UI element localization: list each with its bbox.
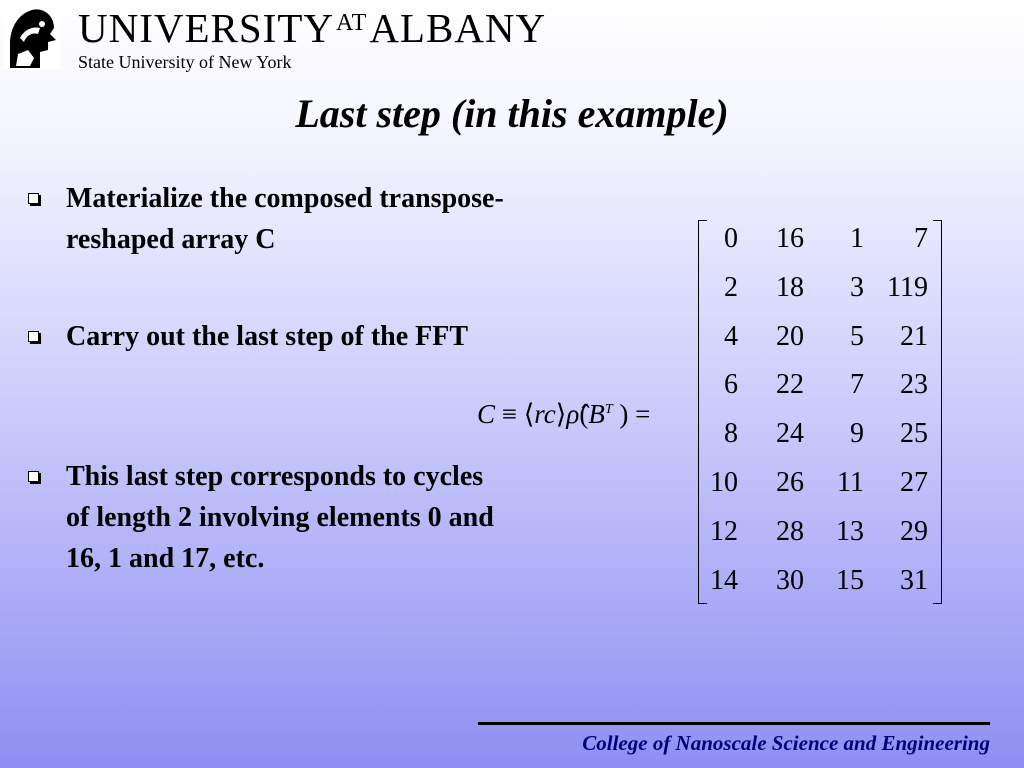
slide-title: Last step (in this example) (295, 91, 729, 136)
eq-equals: = (635, 399, 651, 429)
matrix-cell: 7 (850, 369, 864, 401)
matrix-cell: 9 (850, 418, 864, 450)
matrix-cell: 5 (850, 320, 864, 352)
footer-divider (478, 722, 990, 725)
eq-arg: B (588, 399, 605, 429)
logo-subtitle: State University of New York (78, 52, 292, 72)
university-logo (4, 4, 547, 74)
matrix-cell: 25 (900, 418, 928, 450)
matrix-cell: 12 (710, 515, 738, 547)
matrix-cell: 29 (900, 515, 928, 547)
matrix-cell: 22 (776, 369, 804, 401)
eq-arg-sup: T (604, 402, 613, 417)
minerva-seal-icon (4, 4, 60, 70)
matrix-cell: 21 (900, 320, 928, 352)
matrix-cell: 13 (836, 515, 864, 547)
logo-word-university: UNIVERSITY (78, 5, 334, 51)
square-bullet-icon (28, 331, 39, 342)
matrix-cell: 18 (776, 271, 804, 303)
matrix-cell: 10 (710, 467, 738, 498)
matrix-cell: 3 (850, 271, 864, 303)
eq-angle-close: ⟩ (555, 399, 567, 429)
matrix-cell: 16 (776, 223, 804, 254)
logo-wordmark (78, 4, 546, 59)
square-bullet-icon (28, 193, 39, 204)
matrix-cell: 8 (724, 418, 738, 450)
matrix-cell: 30 (776, 564, 804, 596)
logo-word-at: AT (335, 10, 368, 36)
matrix-cell: 7 (914, 223, 928, 254)
logo-word-albany: ALBANY (369, 5, 547, 51)
equation (477, 392, 650, 432)
bullet-text: Materialize the composed transpose-reshaped array C (66, 183, 504, 255)
matrix-cell: 27 (900, 467, 928, 498)
matrix-cell: 6 (724, 369, 738, 401)
matrix-cell: 26 (776, 467, 804, 498)
eq-equiv: ≡ (501, 399, 517, 429)
eq-rc: rc (534, 399, 556, 429)
square-bullet-icon (28, 471, 39, 482)
matrix-cell: 11 (837, 467, 864, 498)
footer-text: College of Nanoscale Science and Engineering (582, 731, 990, 755)
matrix-cell: 0 (724, 223, 738, 254)
matrix-cell: 1 (850, 223, 864, 254)
matrix-cell: 20 (776, 320, 804, 352)
eq-paren-close: ) (619, 399, 629, 429)
matrix (698, 220, 942, 604)
matrix-cell: 24 (776, 418, 804, 450)
matrix-cell: 14 (710, 564, 738, 596)
matrix-cell: 2 (724, 271, 738, 303)
matrix-right-bracket (933, 220, 942, 604)
bullet-text: This last step corresponds to cycles of length 2 involving elements 0 and 16, 1 and 17, etc. (66, 461, 494, 574)
matrix-cell: 15 (836, 564, 864, 596)
bullet-text: Carry out the last step of the FFT (66, 321, 469, 352)
matrix-cell: 28 (776, 515, 804, 547)
eq-angle-open: ⟨ (523, 399, 535, 429)
matrix-cell: 31 (900, 564, 928, 596)
matrix-cell: 119 (887, 271, 928, 303)
matrix-cell: 23 (900, 369, 928, 401)
matrix-cell: 4 (724, 320, 738, 352)
eq-lhs: C (477, 399, 496, 429)
eq-paren-open: ( (579, 399, 589, 429)
eq-rho: ρ̂ (566, 399, 580, 429)
